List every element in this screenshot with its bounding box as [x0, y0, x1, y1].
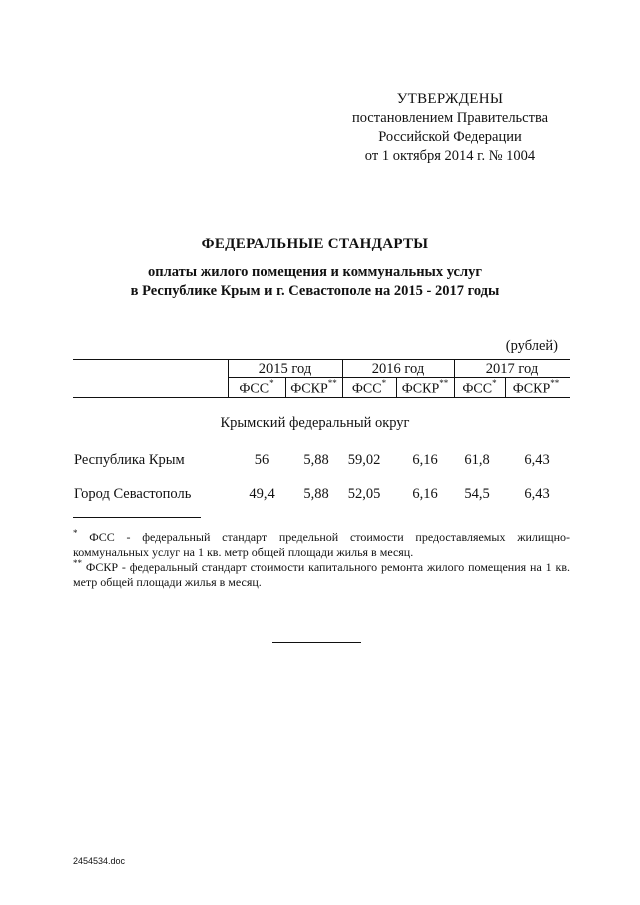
header-fskr-2015: ФСКР**	[290, 378, 337, 397]
year-header-2015: 2015 год	[258, 361, 312, 377]
footnote-separator	[73, 517, 201, 518]
approval-line-1: постановлением Правительства	[351, 110, 549, 126]
row-label-crimea: Республика Крым	[74, 452, 185, 468]
table-cell: 6,43	[524, 486, 550, 502]
footnote-1: * ФСС - федеральный стандарт предельной стоимости предоставляемых жилищно-коммунальных услуг на 1 кв. метр общей площади жилья в месяц.	[73, 528, 570, 559]
header-fss-2015: ФСС*	[239, 378, 274, 397]
table-cell: 6,43	[524, 452, 550, 468]
table-cell: 52,05	[347, 486, 381, 502]
document-heading	[60, 236, 570, 300]
approval-line-2: Российской Федерации	[378, 129, 522, 145]
table-cell: 56	[254, 452, 270, 468]
header-fss-2017: ФСС*	[462, 378, 497, 397]
region-heading: Крымский федеральный округ	[220, 415, 410, 431]
footnote-2: ** ФСКР - федеральный стандарт стоимости капитального ремонта жилого помещения на 1 кв. метр общей площади жилья в месяц.	[73, 558, 570, 589]
table-cell: 6,16	[412, 486, 438, 502]
approval-title: УТВЕРЖДЕНЫ	[396, 91, 504, 107]
units-label: (рублей)	[505, 338, 558, 354]
row-label-sevastopol: Город Севастополь	[74, 486, 192, 502]
header-fss-2016: ФСС*	[351, 378, 387, 397]
table-cell: 49,4	[249, 486, 275, 502]
document-title: ФЕДЕРАЛЬНЫЕ СТАНДАРТЫ	[201, 236, 429, 252]
year-header-2017: 2017 год	[485, 361, 539, 377]
table-cell: 54,5	[464, 486, 490, 502]
year-header-2016: 2016 год	[371, 361, 425, 377]
table-cell: 5,88	[303, 486, 329, 502]
document-subtitle-1: оплаты жилого помещения и коммунальных услуг	[148, 264, 482, 280]
end-rule	[272, 642, 361, 643]
table-cell: 6,16	[412, 452, 438, 468]
table-cell: 5,88	[303, 452, 329, 468]
table-cell: 59,02	[347, 452, 381, 468]
table-cell: 61,8	[464, 452, 490, 468]
table-top-rule	[73, 359, 570, 360]
approval-line-3: от 1 октября 2014 г. № 1004	[364, 148, 536, 164]
doc-id: 2454534.doc	[73, 856, 126, 866]
header-fskr-2016: ФСКР**	[401, 378, 449, 397]
approval-block	[330, 90, 570, 166]
header-fskr-2017: ФСКР**	[512, 378, 560, 397]
document-subtitle-2: в Республике Крым и г. Севастополе на 2015 - 2017 годы	[130, 283, 500, 299]
